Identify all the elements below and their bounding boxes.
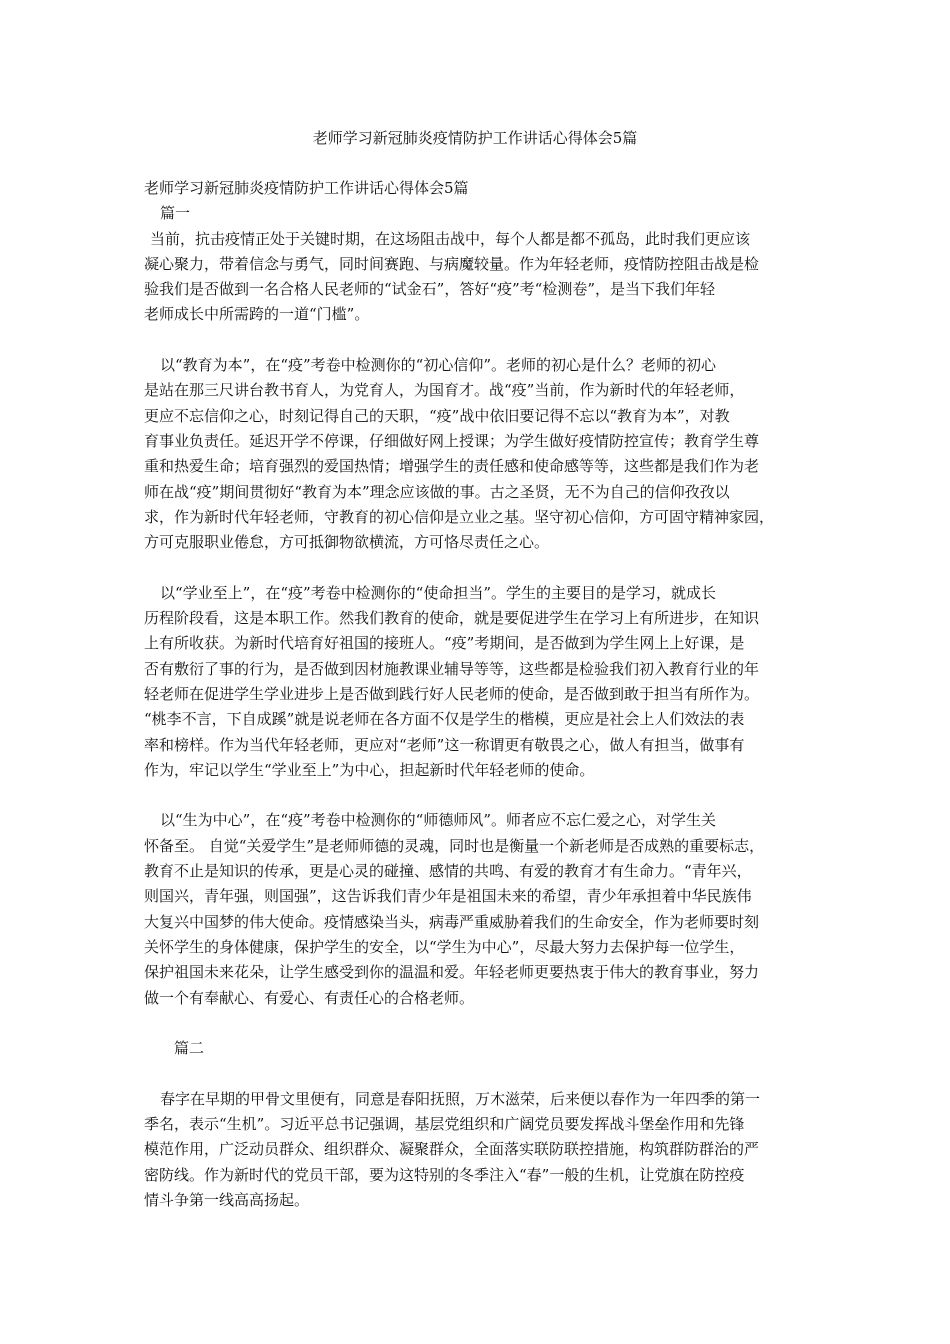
paragraph-line: “桃李不言，下自成蹊”就是说老师在各方面不仅是学生的楷模，更应是社会上人们效法的表 <box>144 710 745 729</box>
paragraph-line: 以“教育为本”，在“疫”考卷中检测你的“初心信仰”。老师的初心是什么？老师的初心 <box>160 356 717 375</box>
paragraph-line: 关怀学生的身体健康，保护学生的安全，以“学生为中心”，尽最大努力去保护每一位学生， <box>144 937 745 956</box>
paragraph-1 <box>144 227 824 328</box>
document-title: 老师学习新冠肺炎疫情防护工作讲话心得体会5篇 <box>312 129 638 147</box>
paragraph-line: 是站在那三尺讲台教书育人，为党育人，为国育才。战“疫”当前，作为新时代的年轻老师， <box>144 381 745 400</box>
paragraph-line: 凝心聚力，带着信念与勇气，同时间赛跑、与病魔较量。作为年轻老师，疫情防控阻击战是检 <box>144 254 760 273</box>
paragraph-line: 率和榜样。作为当代年轻老师，更应对“老师”这一称谓更有敬畏之心，做人有担当，做事有 <box>144 735 745 754</box>
paragraph-line: 重和热爱生命；培育强烈的爱国热情；增强学生的责任感和使命感等等，这些都是我们作为老 <box>144 457 760 476</box>
paragraph-line: 作为，牢记以学生“学业至上”为中心，担起新时代年轻老师的使命。 <box>144 760 595 779</box>
paragraph-line: 以“学业至上”，在“疫”考卷中检测你的“使命担当”。学生的主要目的是学习，就成长 <box>160 583 717 602</box>
paragraph-line: 验我们是否做到一名合格人民老师的“试金石”，答好“疫”考“检测卷”，是当下我们年轻 <box>144 280 716 299</box>
paragraph-spacer <box>144 555 824 580</box>
paragraph-line: 怀备至。 自觉“关爱学生”是老师师德的灵魂，同时也是衡量一个新老师是否成熟的重要标志， <box>144 836 765 855</box>
section-heading-2: 篇二 <box>174 1039 205 1058</box>
paragraph-4 <box>144 808 824 1010</box>
paragraph-2 <box>144 353 824 555</box>
document-subtitle: 老师学习新冠肺炎疫情防护工作讲话心得体会5篇 <box>144 179 469 197</box>
paragraph-line: 春字在早期的甲骨文里便有，同意是春阳抚照，万木滋荣，后来便以春作为一年四季的第一 <box>160 1089 761 1108</box>
paragraph-line: 求，作为新时代年轻老师，守教育的初心信仰是立业之基。坚守初心信仰，方可固守精神家园， <box>144 507 775 526</box>
paragraph-spacer <box>144 783 824 808</box>
paragraph-spacer <box>144 1061 824 1086</box>
paragraph-line: 情斗争第一线高高扬起。 <box>144 1190 310 1209</box>
paragraph-line: 教育不止是知识的传承，更是心灵的碰撞、感情的共鸣、有爱的教育才有生命力。“青年兴， <box>144 862 752 881</box>
paragraph-line: 大复兴中国梦的伟大使命。疫情感染当头，病毒严重威胁着我们的生命安全，作为老师要时刻 <box>144 912 760 931</box>
section-heading-1: 篇一 <box>160 204 191 223</box>
paragraph-spacer <box>144 1011 824 1036</box>
paragraph-line: 育事业负责任。延迟开学不停课，仔细做好网上授课；为学生做好疫情防控宣传；教育学生尊 <box>144 431 760 450</box>
paragraph-line: 模范作用，广泛动员群众、组织群众、凝聚群众，全面落实联防联控措施，构筑群防群治的严 <box>144 1140 760 1159</box>
paragraph-line: 否有敷衍了事的行为，是否做到因材施教课业辅导等等，这些都是检验我们初入教育行业的年 <box>144 659 760 678</box>
paragraph-line: 季名，表示“生机”。习近平总书记强调，基层党组织和广阔党员要发挥战斗堡垒作用和先锋 <box>144 1114 745 1133</box>
paragraph-line: 历程阶段看，这是本职工作。然我们教育的使命，就是要促进学生在学习上有所进步，在知识 <box>144 609 760 628</box>
paragraph-line: 老师成长中所需跨的一道“门槛”。 <box>144 305 370 324</box>
paragraph-line: 保护祖国未来花朵，让学生感受到你的温温和爱。年轻老师更要热衷于伟大的教育事业，努力 <box>144 963 760 982</box>
paragraph-line: 师在战“疫”期间贯彻好“教育为本”理念应该做的事。古之圣贤，无不为自己的信仰孜孜以 <box>144 482 730 501</box>
document-body <box>144 176 824 1213</box>
paragraph-line: 更应不忘信仰之心，时刻记得自己的天职，“疫”战中依旧要记得不忘以“教育为本”，对教 <box>144 406 730 425</box>
paragraph-line: 以“生为中心”，在“疫”考卷中检测你的“师德师风”。师者应不忘仁爱之心，对学生关 <box>160 811 717 830</box>
paragraph-line: 方可克服职业倦怠，方可抵御物欲横流，方可恪尽责任之心。 <box>144 533 550 552</box>
paragraph-spacer <box>144 328 824 353</box>
paragraph-line: 当前，抗击疫情正处于关键时期，在这场阻击战中，每个人都是都不孤岛，此时我们更应该 <box>150 229 751 248</box>
paragraph-line: 则国兴，青年强，则国强”，这告诉我们青少年是祖国未来的希望，青少年承担着中华民族伟 <box>144 887 752 906</box>
paragraph-5 <box>144 1087 824 1213</box>
paragraph-3 <box>144 581 824 783</box>
paragraph-line: 轻老师在促进学生学业进步上是否做到践行好人民老师的使命，是否做到敢于担当有所作为。 <box>144 684 760 703</box>
paragraph-line: 做一个有奉献心、有爱心、有责任心的合格老师。 <box>144 988 475 1007</box>
paragraph-line: 上有所收获。为新时代培育好祖国的接班人。“疫”考期间，是否做到为学生网上上好课，是 <box>144 634 745 653</box>
paragraph-line: 密防线。作为新时代的党员干部，要为这特别的冬季注入“春”一般的生机，让党旗在防控疫 <box>144 1165 745 1184</box>
